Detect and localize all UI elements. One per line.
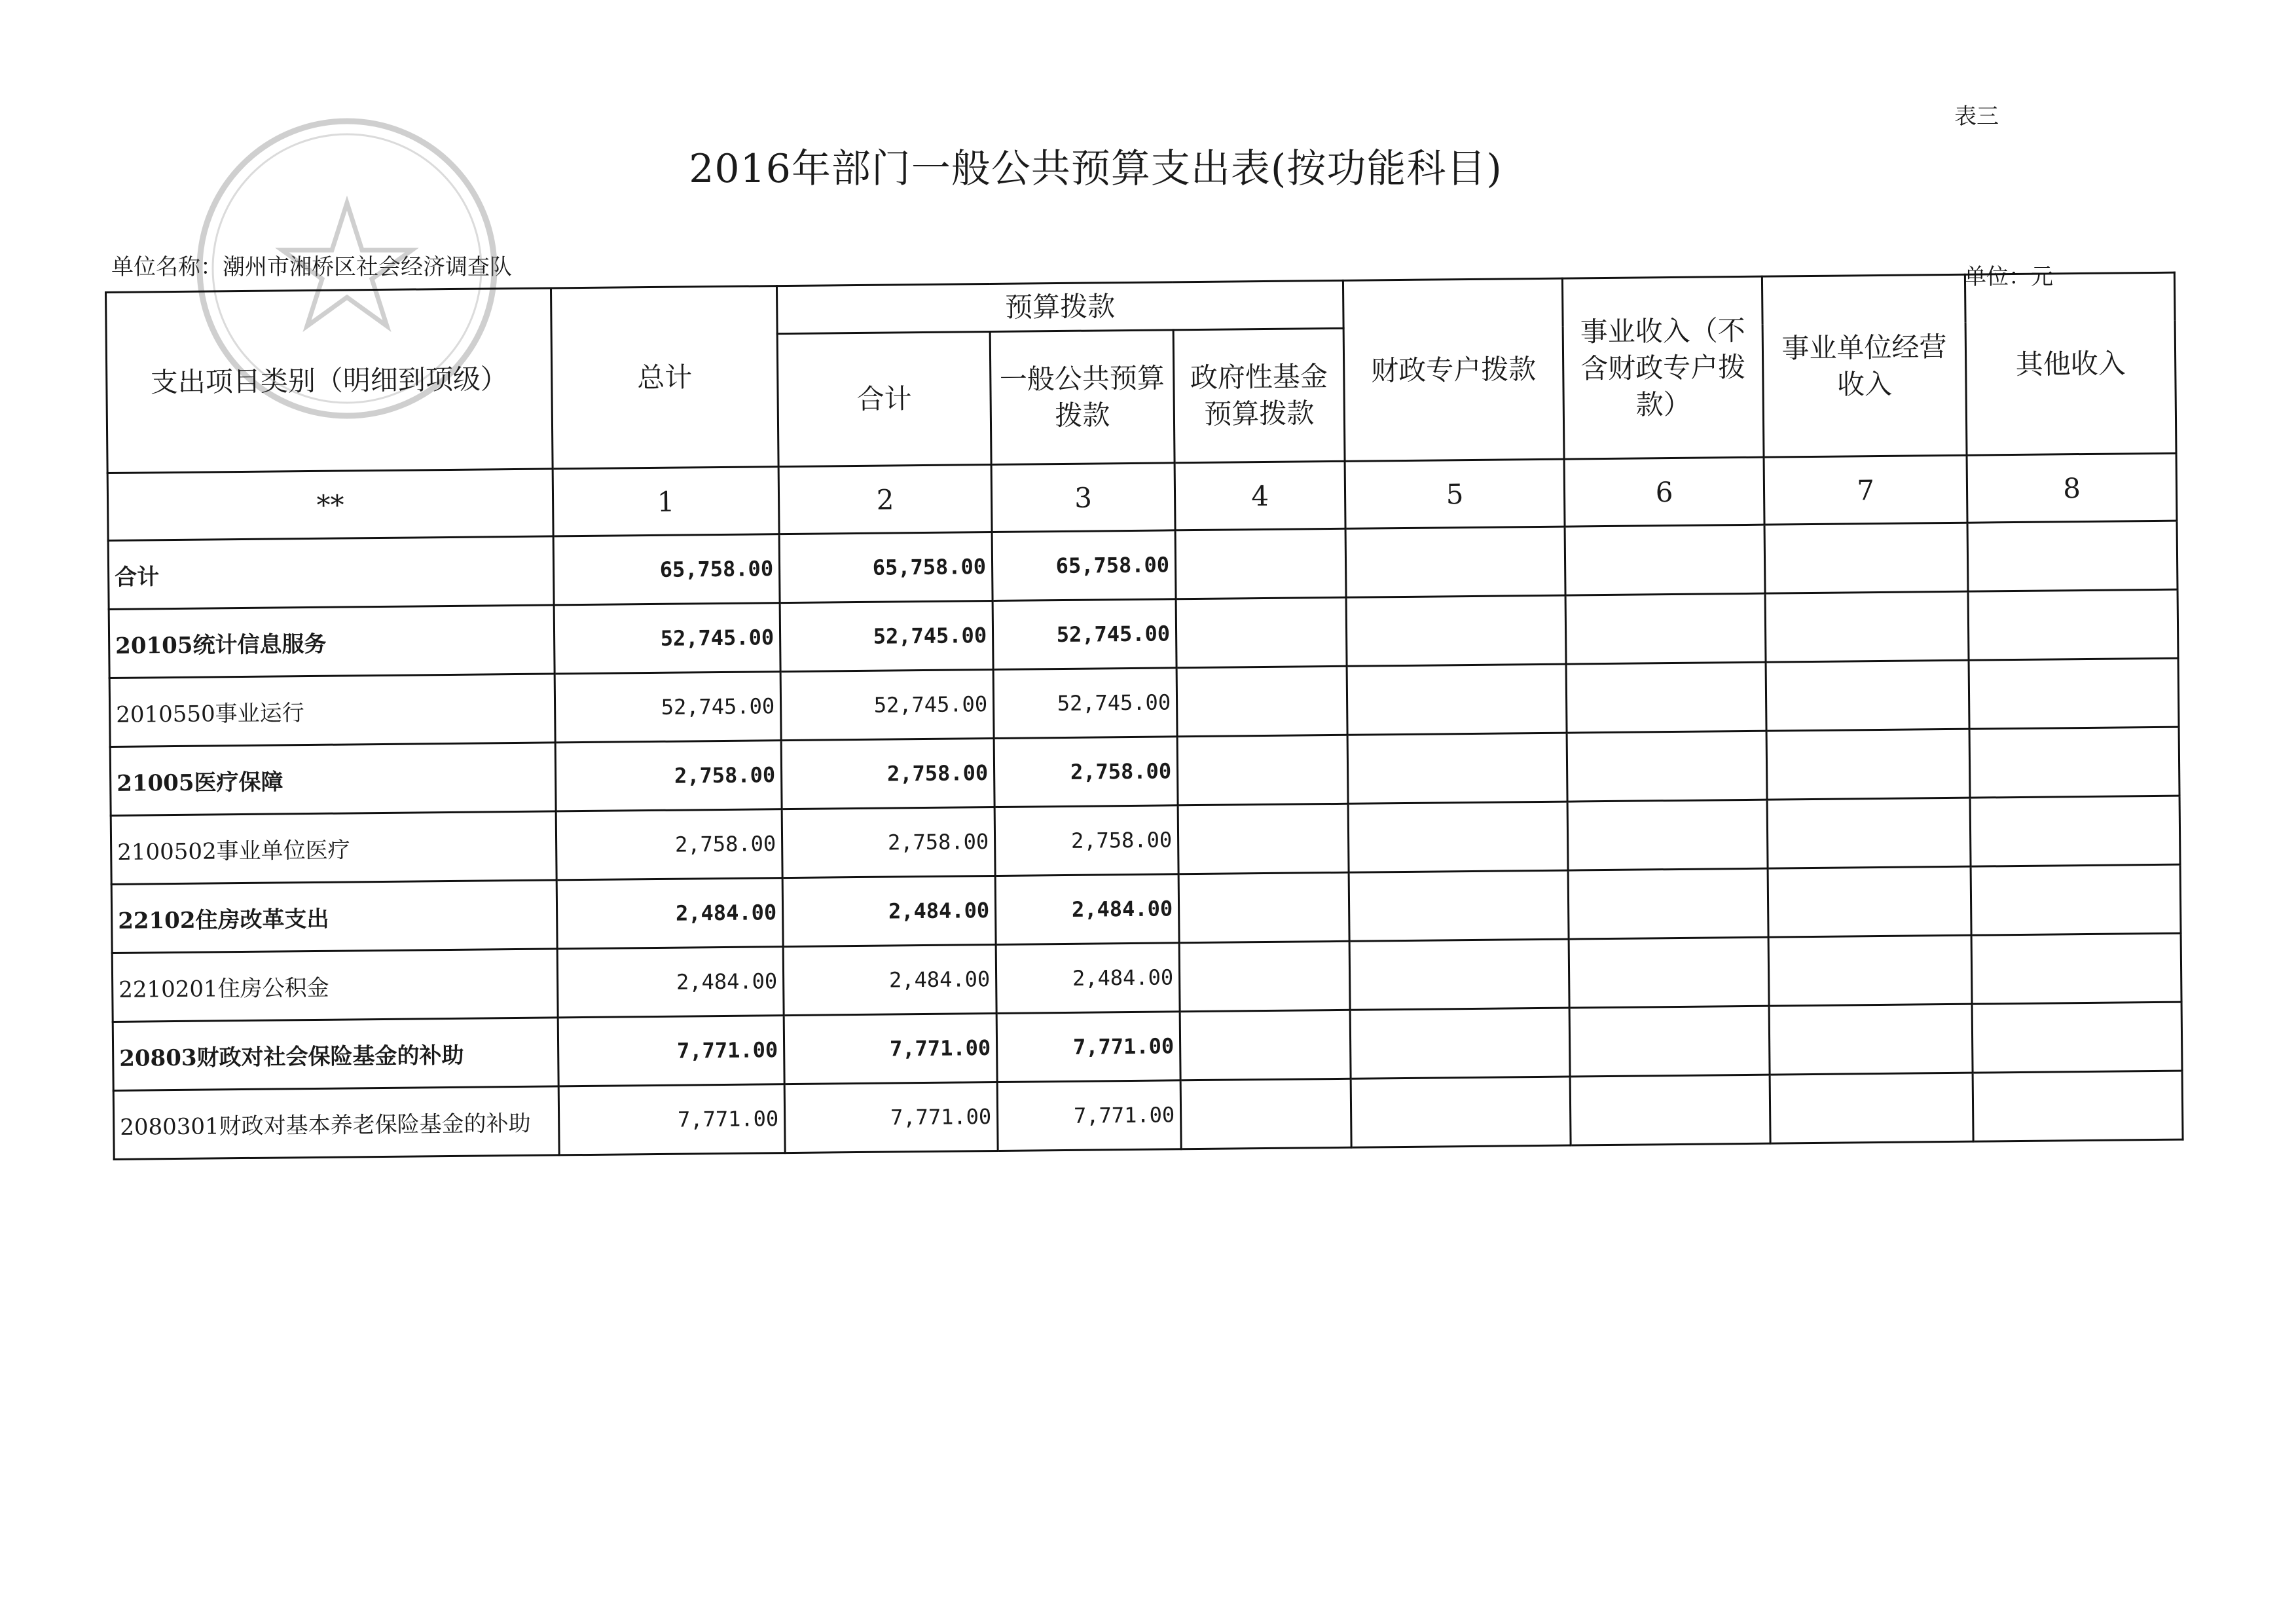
cell-empty xyxy=(1972,1002,2182,1073)
cell-general: 2,484.00 xyxy=(996,943,1180,1014)
col-header-budget-group: 预算拨款 xyxy=(776,280,1343,333)
row-name: 2080301财政对基本养老保险基金的补助 xyxy=(113,1086,559,1160)
cell-general: 2,758.00 xyxy=(994,737,1178,807)
cell-empty xyxy=(1349,870,1569,941)
cell-empty xyxy=(1348,802,1568,872)
row-name: 20803财政对社会保险基金的补助 xyxy=(113,1018,558,1091)
cell-subtotal: 52,745.00 xyxy=(780,669,994,740)
cell-empty xyxy=(1565,525,1765,595)
cell-empty xyxy=(1767,798,1971,868)
cell-empty xyxy=(1567,731,1767,802)
cell-subtotal: 52,745.00 xyxy=(780,601,993,672)
cell-empty xyxy=(1970,796,2180,866)
cell-empty xyxy=(1768,866,1971,937)
col-header-other-income: 其他收入 xyxy=(1965,272,2176,455)
col-number: 3 xyxy=(991,463,1175,532)
budget-table xyxy=(105,272,2184,1160)
cell-total: 65,758.00 xyxy=(553,534,780,605)
col-header-total: 总计 xyxy=(551,286,778,469)
cell-empty xyxy=(1973,1071,2183,1141)
row-name: 合计 xyxy=(108,536,554,610)
row-name: 20105统计信息服务 xyxy=(109,605,555,678)
cell-empty xyxy=(1345,526,1565,597)
col-number: 5 xyxy=(1345,459,1565,528)
cell-general: 65,758.00 xyxy=(992,530,1176,601)
cell-total: 52,745.00 xyxy=(555,672,781,743)
cell-empty xyxy=(1176,597,1347,667)
cell-empty xyxy=(1768,935,1972,1006)
row-name: 21005医疗保障 xyxy=(110,743,556,816)
cell-empty xyxy=(1350,1008,1570,1079)
cell-total: 2,758.00 xyxy=(555,741,782,811)
col-header-business-income: 事业收入（不含财政专户拨款） xyxy=(1562,276,1764,459)
col-number: 8 xyxy=(1967,453,2177,523)
cell-empty xyxy=(1569,937,1769,1008)
col-number: 1 xyxy=(553,467,779,536)
cell-subtotal: 2,484.00 xyxy=(782,876,996,946)
cell-empty xyxy=(1568,868,1768,939)
cell-empty xyxy=(1764,523,1968,593)
cell-general: 52,745.00 xyxy=(993,599,1176,670)
cell-empty xyxy=(1180,1079,1351,1149)
cell-subtotal: 2,758.00 xyxy=(782,807,995,877)
col-number: 4 xyxy=(1175,461,1345,530)
budget-table-sheet xyxy=(105,272,2184,1160)
row-name: 2010550事业运行 xyxy=(109,674,555,747)
cell-empty xyxy=(1566,662,1766,733)
row-name: 2210201住房公积金 xyxy=(112,949,558,1022)
col-header-category: 支出项目类别（明细到项级） xyxy=(106,288,553,473)
cell-general: 2,484.00 xyxy=(995,874,1179,945)
cell-total: 2,484.00 xyxy=(557,947,784,1018)
cell-empty xyxy=(1177,735,1348,805)
cell-empty xyxy=(1968,589,2178,660)
cell-subtotal: 7,771.00 xyxy=(784,1013,997,1084)
cell-empty xyxy=(1565,593,1766,664)
cell-general: 7,771.00 xyxy=(997,1080,1181,1151)
cell-empty xyxy=(1766,660,1969,731)
col-number: ** xyxy=(107,469,553,541)
cell-general: 2,758.00 xyxy=(994,805,1178,876)
cell-empty xyxy=(1967,521,2178,591)
col-header-operating-income: 事业单位经营收入 xyxy=(1762,274,1967,457)
col-header-fund-budget: 政府性基金预算拨款 xyxy=(1173,328,1345,462)
row-name: 22102住房改革支出 xyxy=(111,880,557,953)
col-header-special: 财政专户拨款 xyxy=(1343,278,1564,461)
row-name: 2100502事业单位医疗 xyxy=(111,811,556,885)
cell-empty xyxy=(1569,1006,1770,1077)
cell-total: 7,771.00 xyxy=(558,1016,784,1086)
currency-unit: 单位：元 xyxy=(1964,264,2053,290)
page-title xyxy=(0,138,2296,194)
cell-empty xyxy=(1349,939,1569,1010)
cell-subtotal: 65,758.00 xyxy=(779,532,993,603)
cell-general: 52,745.00 xyxy=(993,668,1177,739)
cell-empty xyxy=(1178,872,1349,942)
cell-empty xyxy=(1347,664,1567,735)
cell-subtotal: 2,484.00 xyxy=(783,944,996,1015)
cell-general: 7,771.00 xyxy=(996,1012,1180,1082)
cell-empty xyxy=(1769,1004,1973,1075)
cell-total: 52,745.00 xyxy=(554,603,780,674)
page-title-text: 2016年部门一般公共预算支出表(按功能科目) xyxy=(689,146,1503,192)
cell-empty xyxy=(1969,727,2179,798)
cell-empty xyxy=(1567,800,1768,870)
col-number: 2 xyxy=(778,465,992,534)
col-header-general-budget: 一般公共预算拨款 xyxy=(990,330,1175,465)
cell-empty xyxy=(1179,941,1350,1011)
unit-name: 单位名称：潮州市湘桥区社会经济调查队 xyxy=(111,254,512,280)
col-number: 6 xyxy=(1564,457,1764,526)
cell-subtotal: 7,771.00 xyxy=(784,1082,998,1153)
cell-empty xyxy=(1770,1073,1973,1143)
cell-empty xyxy=(1180,1010,1351,1080)
cell-empty xyxy=(1969,658,2179,729)
cell-total: 7,771.00 xyxy=(558,1084,785,1155)
cell-total: 2,758.00 xyxy=(556,809,782,880)
col-number: 7 xyxy=(1764,455,1967,525)
cell-empty xyxy=(1347,733,1567,803)
cell-total: 2,484.00 xyxy=(556,878,783,949)
cell-empty xyxy=(1971,864,2181,935)
col-header-subtotal: 合计 xyxy=(777,332,991,467)
cell-empty xyxy=(1766,729,1970,800)
cell-empty xyxy=(1346,595,1566,666)
cell-empty xyxy=(1175,528,1346,599)
cell-empty xyxy=(1178,803,1349,874)
cell-empty xyxy=(1570,1075,1770,1145)
table-label: 表三 xyxy=(1954,103,1999,130)
cell-empty xyxy=(1351,1077,1571,1147)
cell-subtotal: 2,758.00 xyxy=(781,738,994,809)
cell-empty xyxy=(1765,591,1969,662)
cell-empty xyxy=(1971,933,2181,1004)
cell-empty xyxy=(1176,666,1347,736)
